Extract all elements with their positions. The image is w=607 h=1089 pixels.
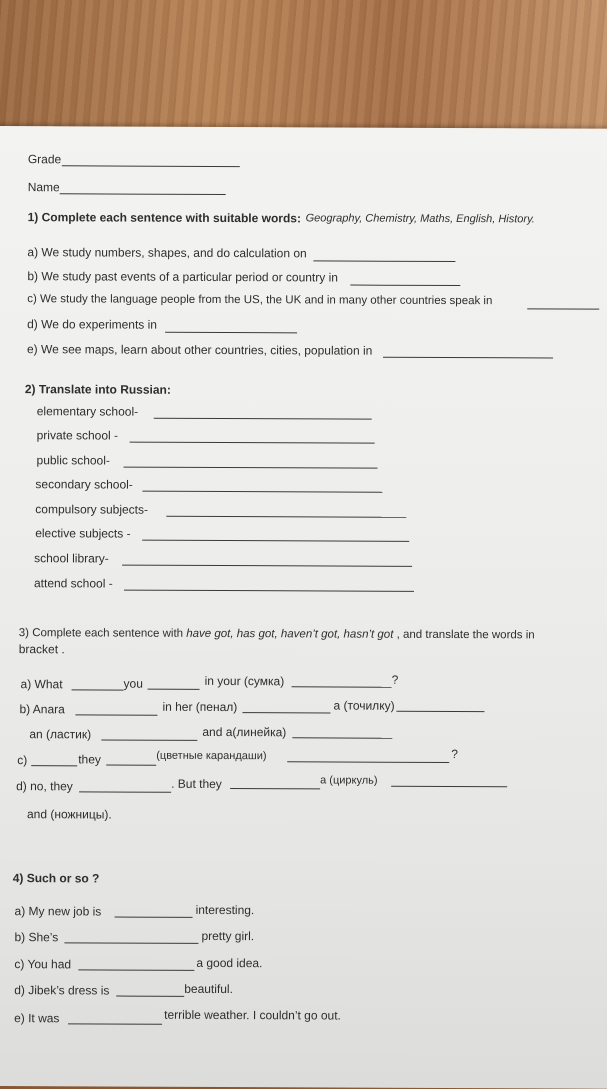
- s2-item-5: compulsory subjects-: [35, 502, 149, 517]
- s3-b2-start: an (ластик): [29, 727, 92, 742]
- grade-field-line[interactable]: [62, 165, 240, 167]
- s4-item-c-end: a good idea.: [196, 955, 263, 971]
- s3-a-blank-3[interactable]: [292, 686, 392, 687]
- section2-title: 2) Translate into Russian:: [24, 382, 171, 397]
- s4-item-a-end: interesting.: [195, 902, 255, 918]
- s3-b-end: a (точилку): [333, 698, 395, 713]
- s3-b-middle: in her (пенал): [162, 699, 238, 715]
- s1-blank-c[interactable]: [527, 308, 599, 309]
- section3-title-verbs: have got, has got, haven’t got, hasn’t got: [186, 627, 394, 641]
- s1-item-a: a) We study numbers, shapes, and do calculation on: [27, 245, 307, 261]
- section4-title: 4) Such or so ?: [12, 871, 100, 886]
- s2-blank-6[interactable]: [142, 540, 409, 542]
- s2-blank-1[interactable]: [154, 418, 372, 420]
- s4-blank-e[interactable]: [68, 1023, 162, 1024]
- s3-d-middle: . But they: [171, 776, 222, 792]
- s3-b2-blank-1[interactable]: [101, 739, 197, 740]
- s1-item-e: e) We see maps, learn about other countries, cities, population in: [26, 342, 373, 358]
- section3-title: [19, 627, 535, 641]
- s2-item-7: school library-: [34, 551, 109, 566]
- section1-word-bank: Geography, Chemistry, Maths, English, History.: [305, 212, 535, 226]
- s3-c-blank-2[interactable]: [106, 764, 156, 765]
- s1-item-c: c) We study the language people from the US, the UK and in many other countries speak in: [27, 293, 493, 308]
- s4-item-d-label: d) Jibek’s dress is: [14, 983, 110, 998]
- s3-c-label: c): [17, 753, 28, 768]
- worksheet-page: [0, 126, 607, 1089]
- s3-a-middle: in your (сумка): [204, 673, 285, 689]
- s3-d-blank-3[interactable]: [391, 786, 507, 788]
- s3-a-label: a) What: [20, 677, 63, 692]
- section3-title-line2: bracket .: [18, 642, 65, 657]
- s2-blank-4[interactable]: [142, 491, 382, 493]
- name-field-line[interactable]: [60, 193, 226, 195]
- s1-blank-e[interactable]: [383, 357, 553, 359]
- s2-item-8: attend school -: [33, 576, 113, 591]
- s3-c-qmark: ?: [451, 747, 458, 762]
- s1-blank-d[interactable]: [165, 332, 297, 334]
- grade-label: Grade: [27, 152, 62, 167]
- s3-b-blank-3[interactable]: [396, 711, 484, 712]
- s3-c-blank-3[interactable]: [287, 761, 449, 763]
- s3-d-end: a (циркуль): [320, 774, 378, 787]
- section3-title-suffix: , and translate the words in: [393, 628, 535, 642]
- s4-item-e-end: terrible weather. I couldn’t go out.: [164, 1007, 341, 1023]
- section3-title-prefix: 3) Complete each sentence with: [18, 627, 187, 640]
- s3-a-you: you: [123, 676, 143, 691]
- s2-item-4: secondary school-: [35, 477, 133, 492]
- s4-item-d-end: beautiful.: [184, 981, 233, 997]
- s4-blank-a[interactable]: [115, 917, 193, 918]
- s3-d2-text: and (ножницы).: [26, 807, 112, 822]
- s2-blank-2[interactable]: [130, 442, 375, 444]
- s3-a-blank-1[interactable]: [72, 689, 124, 690]
- s4-blank-d[interactable]: [116, 996, 184, 997]
- s3-b-blank-1[interactable]: [75, 714, 157, 715]
- s1-item-d: d) We do experiments in: [27, 317, 158, 332]
- s3-b-label: b) Anara: [19, 702, 65, 717]
- s4-item-a-label: a) My new job is: [14, 904, 102, 919]
- s4-item-c-label: c) You had: [14, 957, 72, 972]
- s2-blank-5[interactable]: [166, 516, 406, 518]
- section1-title: 1) Complete each sentence with suitable words:: [27, 210, 302, 226]
- s4-item-b-end: pretty girl.: [201, 928, 255, 944]
- s2-item-1: elementary school-: [36, 404, 139, 419]
- s3-a-blank-2[interactable]: [148, 689, 200, 690]
- s3-b2-middle: and a(линейка): [202, 724, 287, 740]
- s1-blank-a[interactable]: [313, 260, 455, 262]
- s3-d-label: d) no, they: [16, 779, 73, 794]
- s2-item-2: private school -: [36, 428, 119, 443]
- s3-a-qmark: ?: [391, 672, 399, 687]
- s4-item-b-label: b) She’s: [14, 930, 59, 945]
- s3-d-blank-1[interactable]: [79, 791, 171, 792]
- s4-blank-c[interactable]: [78, 969, 194, 971]
- s2-item-6: elective subjects -: [35, 526, 131, 541]
- s4-item-e-label: e) It was: [14, 1011, 60, 1026]
- s2-blank-8[interactable]: [124, 590, 414, 592]
- s3-c-they: they: [78, 752, 101, 767]
- s3-d-blank-2[interactable]: [230, 788, 320, 789]
- name-label: Name: [27, 180, 60, 195]
- s2-blank-7[interactable]: [122, 565, 412, 567]
- s3-c-middle: (цветные карандаши): [156, 749, 267, 763]
- wooden-table-background: [0, 0, 607, 140]
- s3-b2-blank-2[interactable]: [292, 737, 392, 738]
- s4-blank-b[interactable]: [64, 942, 198, 944]
- s1-item-b: b) We study past events of a particular period or country in: [27, 269, 338, 285]
- s3-b-blank-2[interactable]: [242, 712, 330, 713]
- s2-item-3: public school-: [36, 453, 110, 468]
- s2-blank-3[interactable]: [124, 467, 378, 469]
- s1-blank-b[interactable]: [350, 285, 460, 286]
- s3-c-blank-1[interactable]: [31, 765, 77, 766]
